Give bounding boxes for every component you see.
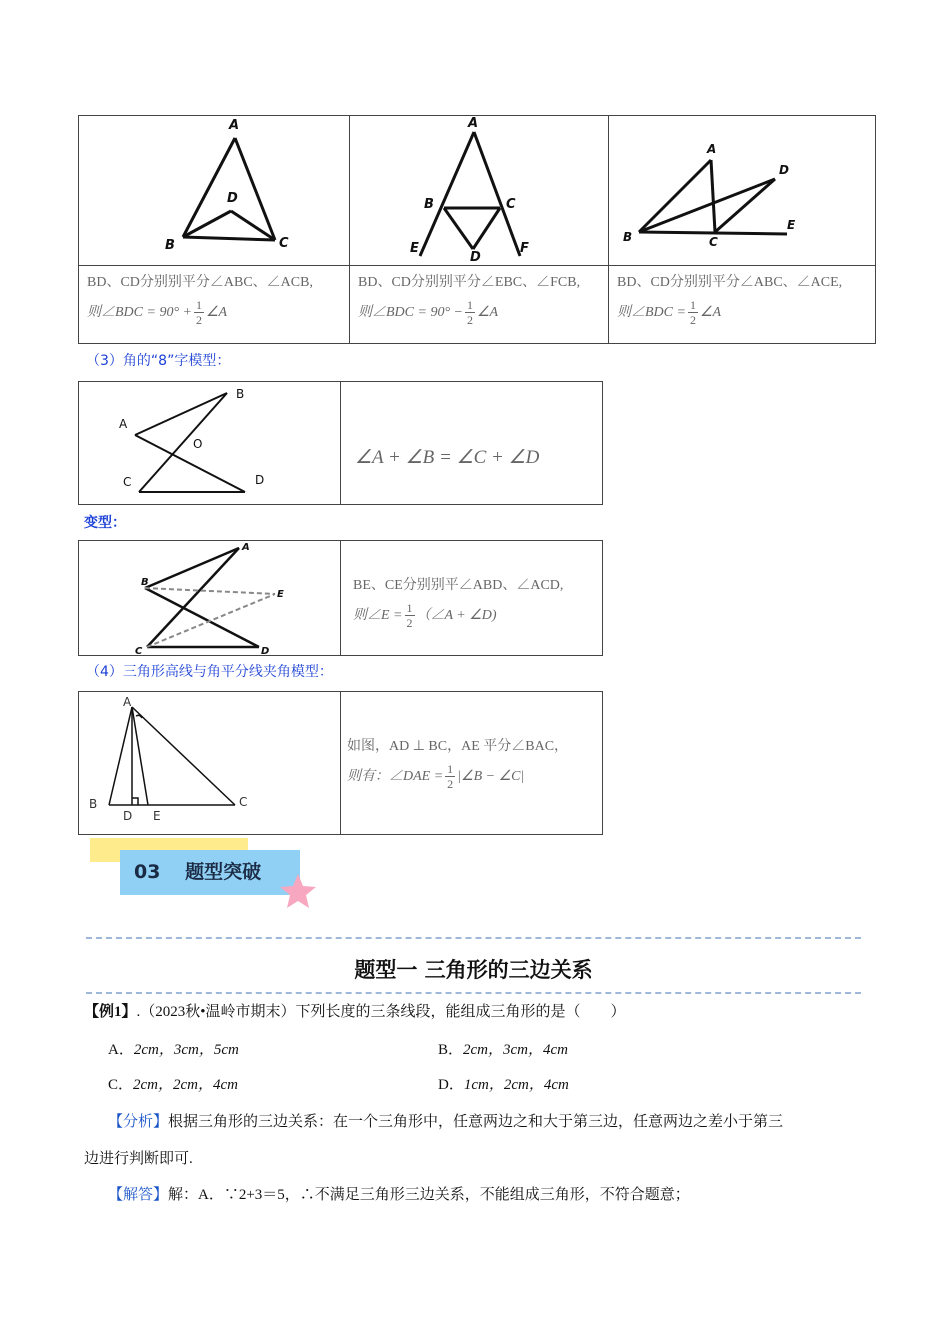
altitude-figure-cell xyxy=(79,692,341,835)
label-F: F xyxy=(520,241,529,256)
analysis-line1: 【分析】根据三角形的三边关系：在一个三角形中，任意两边之和大于第三边，任意两边之差小于第三 xyxy=(108,1114,784,1130)
topic-title: 题型一 三角形的三边关系 xyxy=(354,957,593,982)
label-C: C xyxy=(123,475,132,489)
label-B: B xyxy=(165,238,175,253)
star-icon xyxy=(278,872,318,912)
label-E: E xyxy=(787,218,796,232)
label-B: B xyxy=(623,230,633,244)
label-E: E xyxy=(410,241,419,256)
variant-line1: BE、CE分别别平∠ABD、∠ACD, xyxy=(353,578,564,593)
label-A: A xyxy=(468,116,479,131)
analysis-tag: 【分析】 xyxy=(108,1114,169,1130)
figure-cell-2 xyxy=(350,116,609,266)
variant-figure-cell xyxy=(79,541,341,656)
label-A: A xyxy=(707,142,717,156)
figure-external-bisectors xyxy=(350,116,608,265)
figure-eight-table xyxy=(78,381,603,505)
example-tag: 【例1】 xyxy=(84,1004,137,1020)
label-B: B xyxy=(89,797,98,811)
label-D: D xyxy=(255,473,265,487)
figure-eight-formula: ∠A + ∠B = ∠C + ∠D xyxy=(355,447,540,468)
label-D: D xyxy=(261,646,270,655)
divider-bottom xyxy=(86,992,861,994)
figure-eight-cell xyxy=(79,382,341,505)
answer-tag: 【解答】 xyxy=(108,1187,169,1203)
altitude-bisector-diagram xyxy=(79,692,340,834)
section-4-heading: （4）三角形高线与角平分线夹角模型： xyxy=(86,664,333,680)
altitude-bisector-table xyxy=(78,691,603,835)
option-a: A．2cm，3cm，5cm xyxy=(108,1042,239,1058)
section-3-heading: （3）角的“8”字模型： xyxy=(86,353,231,369)
analysis-line2: 边进行判断即可. xyxy=(84,1151,193,1167)
label-C: C xyxy=(709,235,718,249)
example-question xyxy=(84,1000,626,1021)
variant-heading: 变型： xyxy=(84,515,126,531)
variant-formula-cell xyxy=(341,541,603,656)
bisector-models-table xyxy=(78,115,876,344)
label-A: A xyxy=(242,542,250,553)
figure-mixed-bisectors xyxy=(609,116,875,265)
figure-cell-1 xyxy=(79,116,350,266)
answer-line: 【解答】解：A．∵2+3＝5，∴不满足三角形三边关系，不能组成三角形，不符合题意； xyxy=(108,1187,690,1203)
divider-top xyxy=(86,937,861,939)
option-b: B．2cm，3cm，4cm xyxy=(438,1042,568,1058)
variant-diagram xyxy=(79,541,340,655)
figure-internal-bisectors xyxy=(79,116,349,265)
label-A: A xyxy=(119,417,128,431)
example-text: .（2023秋•温岭市期末）下列长度的三条线段，能组成三角形的是（ ） xyxy=(136,1004,626,1020)
label-E: E xyxy=(153,809,161,823)
label-D: D xyxy=(779,163,789,177)
label-D: D xyxy=(470,250,481,265)
label-C: C xyxy=(135,646,143,655)
variant-table xyxy=(78,540,603,656)
section-banner xyxy=(120,850,300,895)
figure-cell-3 xyxy=(609,116,876,266)
label-D: D xyxy=(123,809,133,823)
altitude-line2: 则有：∠DAE = $\frac{1}{2}$ |∠B − ∠C| xyxy=(347,762,525,792)
formula-2-line2: 则∠BDC = 90° − $\frac{1}{2}$ ∠A xyxy=(358,298,499,328)
label-O: O xyxy=(193,437,203,451)
figure-eight-formula-cell xyxy=(341,382,603,505)
option-d: D．1cm，2cm，4cm xyxy=(438,1077,569,1093)
label-E: E xyxy=(277,589,284,600)
label-C: C xyxy=(239,795,248,809)
label-A: A xyxy=(229,118,240,133)
label-B: B xyxy=(141,577,149,588)
altitude-line1: 如图，AD ⊥ BC，AE 平分∠BAC， xyxy=(347,739,569,754)
label-D: D xyxy=(227,191,238,206)
figure-eight-diagram xyxy=(79,382,340,504)
formula-cell-1 xyxy=(79,266,350,344)
formula-3-line2: 则∠BDC = $\frac{1}{2}$ ∠A xyxy=(617,298,722,328)
option-c: C．2cm，2cm，4cm xyxy=(108,1077,238,1093)
label-C: C xyxy=(279,236,289,251)
formula-cell-3 xyxy=(609,266,876,344)
label-B: B xyxy=(424,197,434,212)
variant-line2: 则∠E = $\frac{1}{2}$ （∠A + ∠D) xyxy=(353,601,497,631)
label-A: A xyxy=(123,695,132,709)
altitude-formula-cell xyxy=(341,692,603,835)
formula-1-line2: 则∠BDC = 90° + $\frac{1}{2}$ ∠A xyxy=(87,298,228,328)
formula-1-line1: BD、CD分别别平分∠ABC、∠ACB, xyxy=(87,275,313,290)
label-B: B xyxy=(236,387,245,401)
formula-3-line1: BD、CD分别别平分∠ABC、∠ACE, xyxy=(617,275,843,290)
formula-2-line1: BD、CD分别别平分∠EBC、∠FCB, xyxy=(358,275,581,290)
banner-number: 03 xyxy=(134,861,161,883)
formula-cell-2 xyxy=(350,266,609,344)
label-C: C xyxy=(506,197,516,212)
banner-label: 题型突破 xyxy=(185,861,262,883)
